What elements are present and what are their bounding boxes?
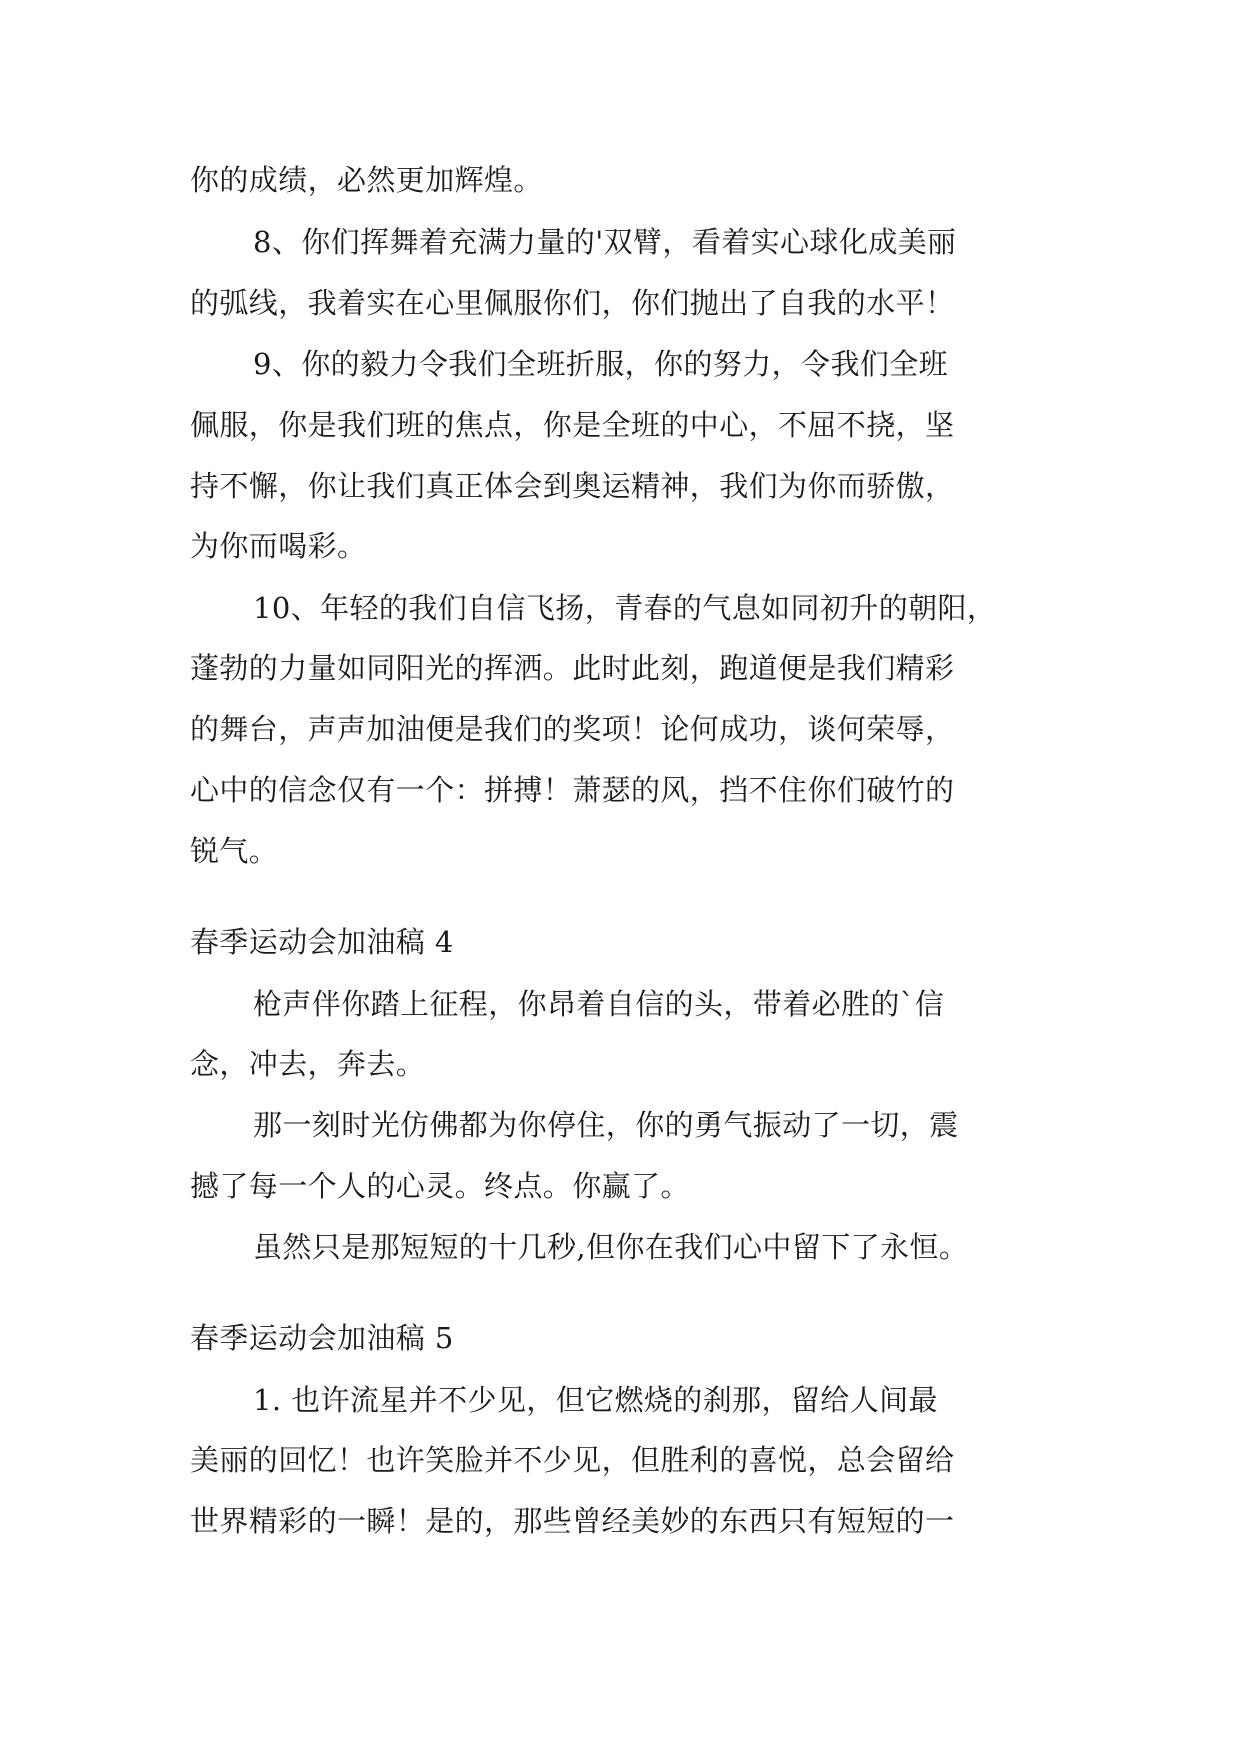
- paragraph-9-line: 9、你的毅力令我们全班折服，你的努力，令我们全班: [253, 347, 949, 381]
- text-line: 的舞台，声声加油便是我们的奖项！论何成功，谈何荣辱，: [190, 712, 955, 746]
- paragraph-line: 枪声伴你踏上征程，你昂着自信的头，带着必胜的`信: [253, 987, 945, 1021]
- text-line: 锐气。: [190, 834, 279, 868]
- text-line: 美丽的回忆！也许笑脸并不少见，但胜利的喜悦，总会留给: [190, 1443, 955, 1477]
- text-line: 世界精彩的一瞬！是的，那些曾经美妙的东西只有短短的一: [190, 1504, 955, 1538]
- paragraph-line: 虽然只是那短短的十几秒,但你在我们心中留下了永恒。: [253, 1230, 969, 1264]
- paragraph-1-line: 1. 也许流星并不少见，但它燃烧的刹那，留给人间最: [253, 1383, 938, 1417]
- text-line: 你的成绩，必然更加辉煌。: [190, 163, 543, 197]
- paragraph-8-line: 8、你们挥舞着充满力量的'双臂，看着实心球化成美丽: [253, 225, 957, 259]
- paragraph-10-line: 10、年轻的我们自信飞扬，青春的气息如同初升的朝阳，: [253, 591, 997, 625]
- text-line: 念，冲去，奔去。: [190, 1047, 426, 1081]
- text-line: 的弧线，我着实在心里佩服你们，你们抛出了自我的水平！: [190, 286, 955, 320]
- text-line: 为你而喝彩。: [190, 529, 367, 563]
- text-line: 佩服，你是我们班的焦点，你是全班的中心，不屈不挠，坚: [190, 408, 955, 442]
- text-line: 持不懈，你让我们真正体会到奥运精神，我们为你而骄傲，: [190, 469, 955, 503]
- paragraph-line: 那一刻时光仿佛都为你停住，你的勇气振动了一切，震: [253, 1108, 959, 1142]
- section-heading-4: 春季运动会加油稿 4: [190, 925, 454, 959]
- text-line: 撼了每一个人的心灵。终点。你赢了。: [190, 1169, 690, 1203]
- text-line: 心中的信念仅有一个：拼搏！萧瑟的风，挡不住你们破竹的: [190, 773, 955, 807]
- text-line: 蓬勃的力量如同阳光的挥洒。此时此刻，跑道便是我们精彩: [190, 651, 955, 685]
- section-heading-5: 春季运动会加油稿 5: [190, 1321, 454, 1355]
